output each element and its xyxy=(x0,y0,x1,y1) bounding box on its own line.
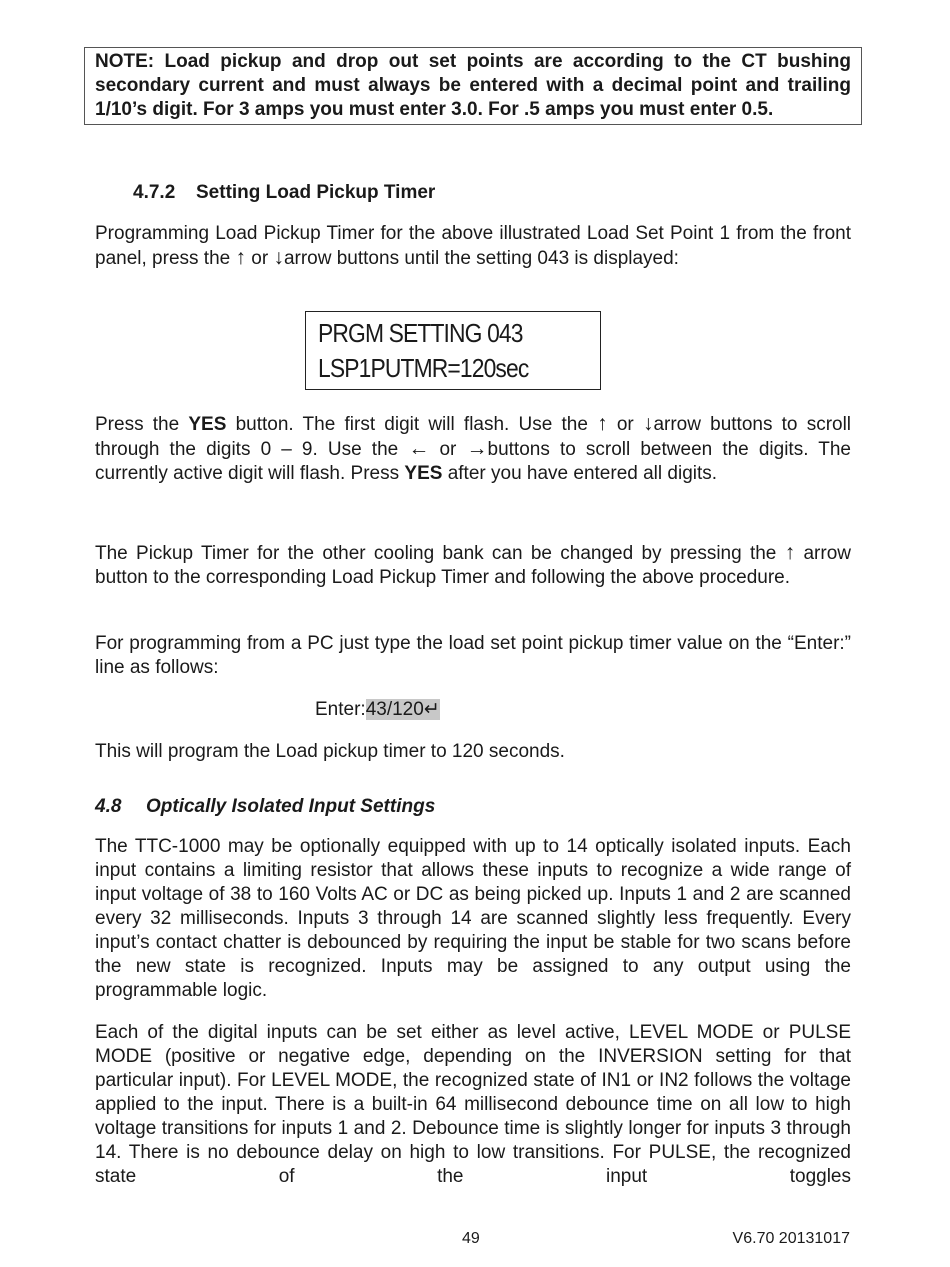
text: Programming Load Pickup Timer for the above illustrated Load Set Point 1 from the front panel, press the xyxy=(95,223,851,269)
section-heading-4-7-2 xyxy=(133,181,435,205)
text: buttons to scroll between the digits. The currently active digit will flash. Press xyxy=(95,439,851,484)
right-arrow-icon: → xyxy=(466,437,488,460)
up-arrow-icon: ↑ xyxy=(235,246,246,269)
section-number: 4.7.2 xyxy=(133,182,176,203)
down-arrow-icon: ↓ xyxy=(642,412,654,435)
text: button. The first digit will flash. Use the xyxy=(235,414,588,435)
section-title: Optically Isolated Input Settings xyxy=(146,796,436,817)
yes-button-label: YES xyxy=(404,463,443,484)
lcd-line-2: LSP1PUTMR=120sec xyxy=(318,353,529,383)
text: after you have entered all digits. xyxy=(447,463,718,484)
paragraph-optical-inputs: The TTC-1000 may be optionally equipped with up to 14 optically isolated inputs. Each input contains a limiting resistor that allows these inputs to recognize a wide range of input voltage of 38 to 160 Volts AC or DC as being picked up. Inputs 1 and 2 are scanned every 32 milliseconds. Inputs 3 through 14 are scanned slightly less frequently. Every input’s contact chatter is debounced by requiring the input be stable for two scans before the new state is recognized. Inputs may be assigned to any output using the programmable logic. xyxy=(95,836,851,1001)
text: The Pickup Timer for the other cooling bank can be changed by pressing the xyxy=(95,543,777,564)
lcd-display xyxy=(305,311,601,390)
enter-command-line xyxy=(315,698,440,722)
enter-value: 43/120↵ xyxy=(365,699,440,720)
version-label: V6.70 20131017 xyxy=(732,1230,850,1247)
text: arrow buttons until the setting 043 is displayed: xyxy=(283,248,679,269)
paragraph-result: This will program the Load pickup timer to 120 seconds. xyxy=(95,741,565,762)
down-arrow-icon: ↓ xyxy=(273,246,284,269)
text: or xyxy=(439,439,457,460)
yes-button-label: YES xyxy=(188,414,227,435)
enter-label: Enter: xyxy=(315,699,366,720)
up-arrow-icon: ↑ xyxy=(784,541,796,564)
note-box: NOTE: Load pickup and drop out set points are according to the CT bushing secondary current and must always be entered with a decimal point and trailing 1/10’s digit. For 3 amps you must enter 3.0. For .5 amps you must enter 0.5. xyxy=(84,47,862,125)
section-title: Setting Load Pickup Timer xyxy=(196,182,436,203)
left-arrow-icon: ← xyxy=(408,437,430,460)
text: or xyxy=(251,248,269,269)
paragraph-press-yes xyxy=(95,412,851,486)
paragraph-pc-programming: For programming from a PC just type the load set point pickup timer value on the “Enter:” line as follows: xyxy=(95,633,851,678)
text: or xyxy=(616,414,634,435)
page-number: 49 xyxy=(462,1230,480,1247)
text: arrow buttons to scroll through the digits 0 – 9. Use the xyxy=(95,414,852,460)
paragraph-other-bank xyxy=(95,541,851,590)
section-heading-4-8 xyxy=(95,795,435,819)
text: arrow button to the corresponding Load Pickup Timer and following the above procedure. xyxy=(95,543,851,588)
section-number: 4.8 xyxy=(95,796,122,817)
text: Press the xyxy=(95,414,180,435)
paragraph-digital-inputs: Each of the digital inputs can be set either as level active, LEVEL MODE or PULSE MODE (positive or negative edge, depending on the INVERSION setting for that particular input). For LEVEL MODE, the recognized state of IN1 or IN2 follows the voltage applied to the input. There is a built-in 64 millisecond debounce time on all low to high voltage transitions for inputs 1 and 2. Debounce time is slightly longer for inputs 3 through 14. There is no debounce delay on high to low transitions. For PULSE, the recognized state of the input toggles xyxy=(95,1022,851,1187)
up-arrow-icon: ↑ xyxy=(597,412,608,435)
lcd-line-1: PRGM SETTING 043 xyxy=(318,318,523,348)
paragraph-programming-intro xyxy=(95,222,851,271)
